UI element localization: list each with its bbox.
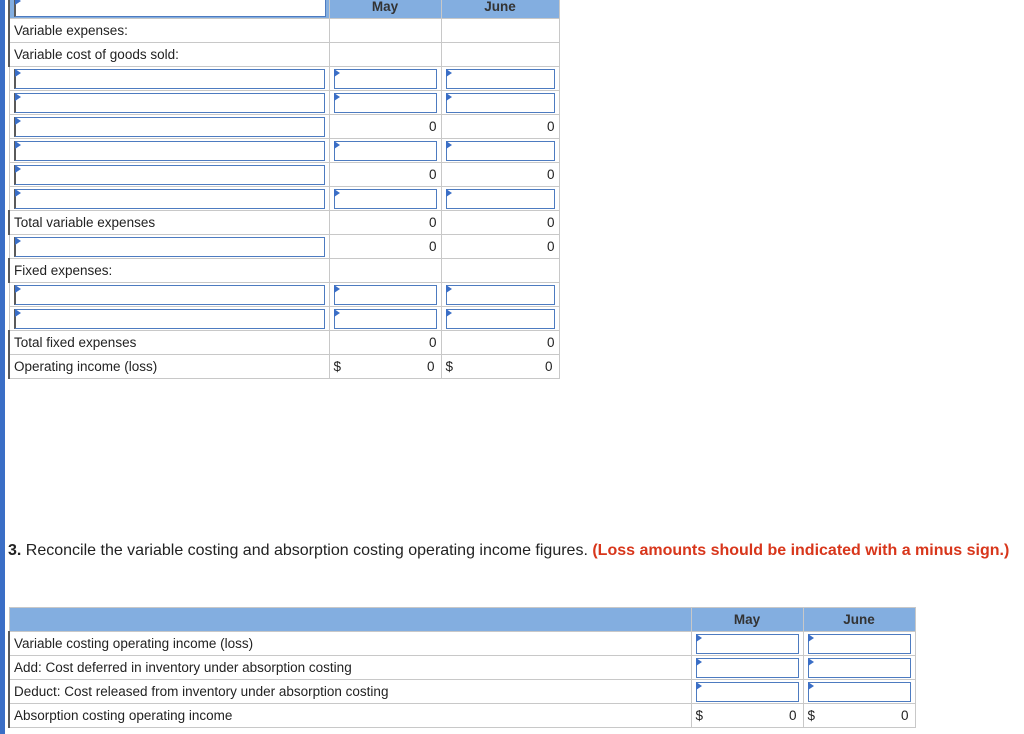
june-amount-input[interactable]	[446, 189, 555, 209]
row-label: Fixed expenses:	[9, 259, 329, 283]
june-value-cell	[441, 355, 559, 379]
cell-may	[329, 259, 441, 283]
june-amount-input[interactable]	[808, 634, 911, 654]
row-label: Variable expenses:	[9, 19, 329, 43]
label-dropdown-input[interactable]	[14, 69, 325, 89]
row-label: Variable cost of goods sold:	[9, 43, 329, 67]
label-dropdown-input[interactable]	[14, 285, 325, 305]
table-row	[9, 115, 559, 139]
header-june: June	[441, 0, 559, 19]
header-label-cell	[9, 608, 691, 632]
cell-may	[329, 283, 441, 307]
cell-may	[691, 656, 803, 680]
may-amount-input[interactable]	[334, 69, 437, 89]
label-input-cell	[9, 163, 329, 187]
cell-may	[329, 139, 441, 163]
cell-may	[329, 43, 441, 67]
label-dropdown-input[interactable]	[14, 165, 325, 185]
table-row	[9, 259, 559, 283]
table-header-row	[9, 0, 559, 19]
may-value: 0	[329, 163, 441, 187]
may-amount-input[interactable]	[334, 189, 437, 209]
label-input-cell	[9, 139, 329, 163]
header-may: May	[691, 608, 803, 632]
may-value: 0	[329, 235, 441, 259]
table-row	[9, 139, 559, 163]
table-row	[9, 163, 559, 187]
header-may: May	[329, 0, 441, 19]
row-label: Add: Cost deferred in inventory under absorption costing	[9, 656, 691, 680]
cell-may	[329, 307, 441, 331]
reconciliation-table	[8, 607, 916, 728]
table-row	[9, 283, 559, 307]
cell-june	[441, 259, 559, 283]
label-input-cell	[9, 91, 329, 115]
table-row	[9, 355, 559, 379]
june-value: 0	[441, 115, 559, 139]
table-row	[9, 67, 559, 91]
row-label: Absorption costing operating income	[9, 704, 691, 728]
table-row	[9, 187, 559, 211]
may-amount-input[interactable]	[696, 634, 799, 654]
may-amount-input[interactable]	[334, 285, 437, 305]
may-amount-input[interactable]	[696, 682, 799, 702]
may-amount-input[interactable]	[696, 658, 799, 678]
cell-june	[803, 656, 915, 680]
cell-may	[329, 67, 441, 91]
label-input-cell	[9, 187, 329, 211]
may-value-cell	[329, 355, 441, 379]
june-amount-input[interactable]	[808, 658, 911, 678]
table-row	[9, 43, 559, 67]
label-dropdown-input[interactable]	[14, 93, 325, 113]
may-amount-input[interactable]	[334, 309, 437, 329]
june-amount-input[interactable]	[446, 69, 555, 89]
header-june: June	[803, 608, 915, 632]
table-row	[9, 331, 559, 355]
table-row	[9, 680, 915, 704]
table-row	[9, 91, 559, 115]
may-amount-input[interactable]	[334, 141, 437, 161]
table-row	[9, 307, 559, 331]
cell-june	[441, 187, 559, 211]
may-value: 0	[329, 115, 441, 139]
table-row	[9, 704, 915, 728]
june-value: 0	[441, 163, 559, 187]
currency-symbol: $	[695, 708, 704, 723]
may-value: 0	[788, 708, 797, 723]
may-value-cell	[691, 704, 803, 728]
question-text: Reconcile the variable costing and absorption costing operating income figures.	[21, 542, 593, 559]
row-label: Total variable expenses	[9, 211, 329, 235]
label-input-cell	[9, 115, 329, 139]
label-input-cell	[9, 283, 329, 307]
june-amount-input[interactable]	[446, 93, 555, 113]
may-value: 0	[426, 359, 435, 374]
cell-may	[329, 187, 441, 211]
label-input-cell	[9, 307, 329, 331]
question-note: (Loss amounts should be indicated with a minus sign.)	[592, 542, 1010, 559]
june-value: 0	[544, 359, 553, 374]
left-accent-bar	[0, 0, 5, 734]
june-value-cell	[803, 704, 915, 728]
table-header-row	[9, 608, 915, 632]
question-number: 3.	[8, 542, 22, 559]
june-amount-input[interactable]	[446, 141, 555, 161]
label-dropdown-input[interactable]	[14, 117, 325, 137]
cell-may	[691, 680, 803, 704]
currency-symbol: $	[333, 359, 342, 374]
cell-june	[441, 91, 559, 115]
header-label-cell	[9, 0, 329, 19]
table-row	[9, 19, 559, 43]
cell-june	[441, 307, 559, 331]
cell-june	[441, 19, 559, 43]
label-dropdown-input[interactable]	[14, 141, 325, 161]
label-dropdown-input[interactable]	[14, 237, 325, 257]
may-value: 0	[329, 211, 441, 235]
june-value: 0	[441, 235, 559, 259]
june-amount-input[interactable]	[808, 682, 911, 702]
label-dropdown-input[interactable]	[14, 189, 325, 209]
cell-june	[441, 283, 559, 307]
cell-may	[329, 91, 441, 115]
currency-symbol: $	[445, 359, 454, 374]
june-value: 0	[900, 708, 909, 723]
cell-may	[329, 19, 441, 43]
row-label: Operating income (loss)	[9, 355, 329, 379]
row-label: Deduct: Cost released from inventory under absorption costing	[9, 680, 691, 704]
june-amount-input[interactable]	[446, 309, 555, 329]
june-value: 0	[441, 211, 559, 235]
cell-june	[803, 680, 915, 704]
label-input-cell	[9, 67, 329, 91]
cell-may	[691, 632, 803, 656]
currency-symbol: $	[807, 708, 816, 723]
cell-june	[441, 43, 559, 67]
cell-june	[441, 67, 559, 91]
table-row	[9, 235, 559, 259]
label-dropdown-input[interactable]	[14, 309, 325, 329]
question-3	[8, 541, 1024, 561]
income-statement-table	[8, 0, 560, 379]
table-row	[9, 632, 915, 656]
cell-june	[803, 632, 915, 656]
june-amount-input[interactable]	[446, 285, 555, 305]
table-row	[9, 211, 559, 235]
label-input-cell	[9, 235, 329, 259]
table-row	[9, 656, 915, 680]
may-value: 0	[329, 331, 441, 355]
row-label: Variable costing operating income (loss)	[9, 632, 691, 656]
may-amount-input[interactable]	[334, 93, 437, 113]
june-value: 0	[441, 331, 559, 355]
cell-june	[441, 139, 559, 163]
row-label: Total fixed expenses	[9, 331, 329, 355]
